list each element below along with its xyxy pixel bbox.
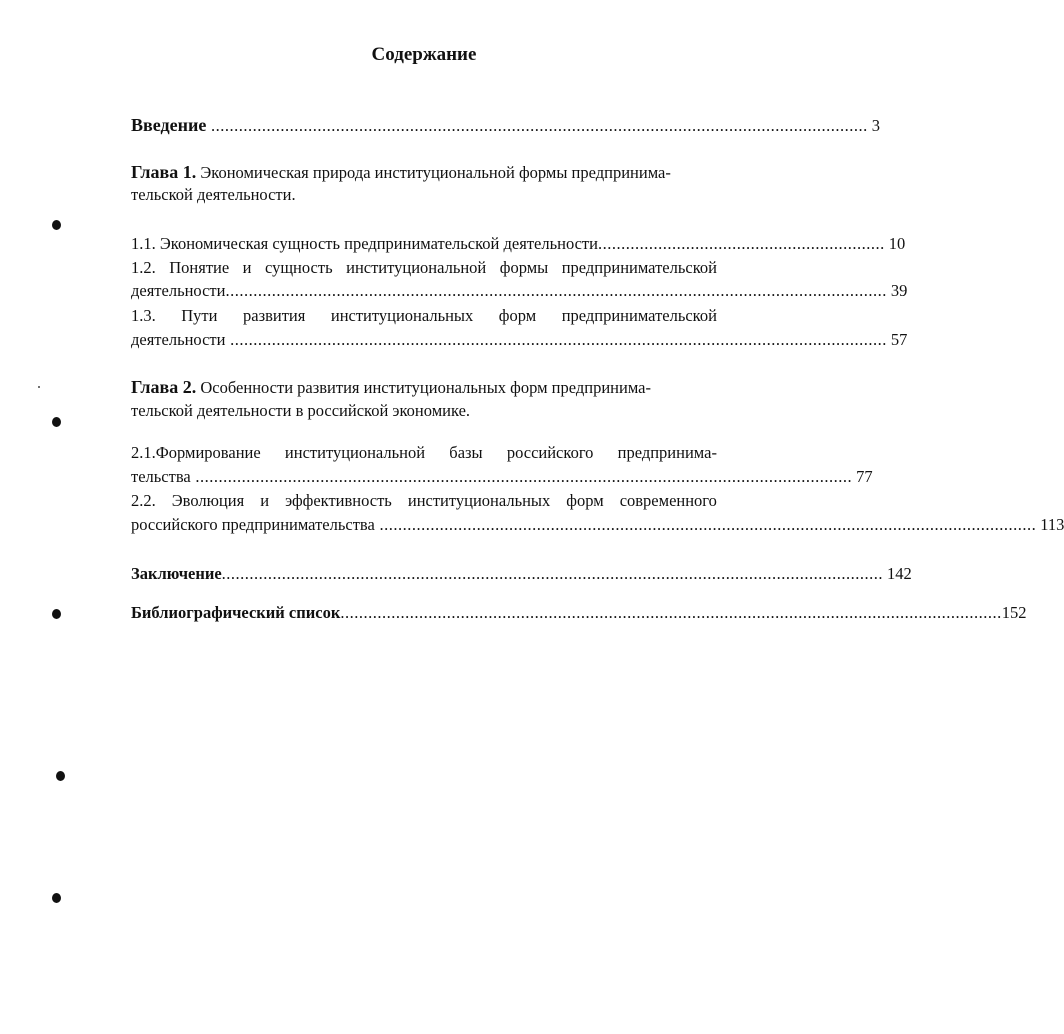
punch-hole-mark [56, 771, 65, 781]
word: эффективность [285, 491, 392, 510]
word: современного [619, 491, 717, 510]
toc-entry-2-2-line1 [131, 489, 717, 512]
toc-2-1-page: 77 [856, 467, 873, 486]
toc-entry-1-3-line1 [131, 304, 717, 327]
toc-entry-bibliography [131, 601, 1027, 624]
word: сущность [265, 258, 333, 277]
word: предпринима- [617, 443, 717, 462]
toc-entry-1-3-line2 [131, 328, 908, 351]
toc-entry-1-1 [131, 232, 906, 255]
leader-dots: ............................................................................................................................................... [221, 564, 884, 583]
toc-entry-conclusion [131, 562, 912, 585]
toc-conclusion-label: Заключение [131, 564, 222, 583]
word: предпринимательской [561, 258, 717, 277]
chapter-2-heading [131, 376, 717, 399]
word: предпринимательской [561, 306, 717, 325]
toc-entry-2-2-line2 [131, 513, 1064, 536]
toc-entry-2-1-line1 [131, 441, 717, 464]
toc-entry-1-2-line2 [131, 279, 908, 302]
chapter-1-text-line2: тельской деятельности. [131, 185, 296, 204]
chapter-1-heading [131, 161, 717, 184]
toc-1-3-page: 57 [890, 330, 908, 349]
word: базы [449, 443, 483, 462]
punch-hole-mark [52, 893, 61, 903]
word: и [242, 258, 252, 277]
page-title: Содержание [371, 44, 477, 65]
word: 2.1.Формирование [131, 443, 261, 462]
leader-dots: .............................................................................................................................................. [190, 467, 853, 486]
toc-intro-label: Введение [131, 115, 207, 135]
leader-dots: .............................................................................................................................................. [374, 515, 1037, 534]
punch-hole-mark [52, 609, 61, 619]
word: институциональных [330, 306, 474, 325]
word: 1.3. [131, 306, 156, 325]
word: форм [498, 306, 537, 325]
toc-bibliography-page: 152 [1001, 603, 1027, 622]
word: институциональных [407, 491, 551, 510]
word: институциональной [346, 258, 487, 277]
toc-1-1-page: 10 [888, 234, 906, 253]
toc-2-1-label-end: тельства [131, 467, 191, 486]
toc-bibliography-label: Библиографический список [131, 603, 341, 622]
chapter-1-text-line1: Экономическая природа институциональной формы предпринима- [200, 163, 671, 182]
word: российского [506, 443, 594, 462]
word: Эволюция [171, 491, 245, 510]
word: 1.2. [131, 258, 156, 277]
toc-1-1-label: 1.1. Экономическая сущность предпринимательской деятельности [131, 234, 598, 253]
toc-entry-1-2-line1 [131, 256, 717, 279]
punch-hole-mark [52, 220, 61, 230]
leader-dots: .............................................................. [597, 234, 885, 253]
chapter-2-label: Глава 2. [131, 377, 197, 397]
chapter-2-text-line1: Особенности развития институциональных форм предпринима- [200, 378, 651, 397]
toc-2-2-label-end: российского предпринимательства [131, 515, 375, 534]
chapter-2-text-line2: тельской деятельности в российской экономике. [131, 401, 471, 420]
leader-dots: .............................................................................................................................................. [206, 116, 868, 135]
word: институциональной [284, 443, 426, 462]
punch-hole-mark [52, 417, 61, 427]
word: формы [499, 258, 549, 277]
word: и [260, 491, 270, 510]
toc-entry-intro [131, 114, 880, 137]
word: 2.2. [131, 491, 156, 510]
leader-dots: .............................................................................................................................................. [225, 330, 887, 349]
toc-entry-2-1-line2 [131, 465, 873, 488]
word: развития [243, 306, 306, 325]
toc-2-2-page: 113 [1040, 515, 1064, 534]
speck-mark [38, 386, 40, 388]
toc-1-3-label-end: деятельности [131, 330, 226, 349]
word: Понятие [169, 258, 230, 277]
toc-intro-page: 3 [871, 116, 880, 135]
chapter-1-label: Глава 1. [131, 162, 197, 182]
leader-dots: ............................................................................................................................................... [340, 603, 1002, 622]
word: форм [566, 491, 604, 510]
toc-1-2-label-end: деятельности [131, 281, 226, 300]
toc-1-2-page: 39 [890, 281, 908, 300]
leader-dots: ............................................................................................................................................... [225, 281, 887, 300]
toc-conclusion-page: 142 [887, 564, 912, 583]
word: Пути [181, 306, 218, 325]
